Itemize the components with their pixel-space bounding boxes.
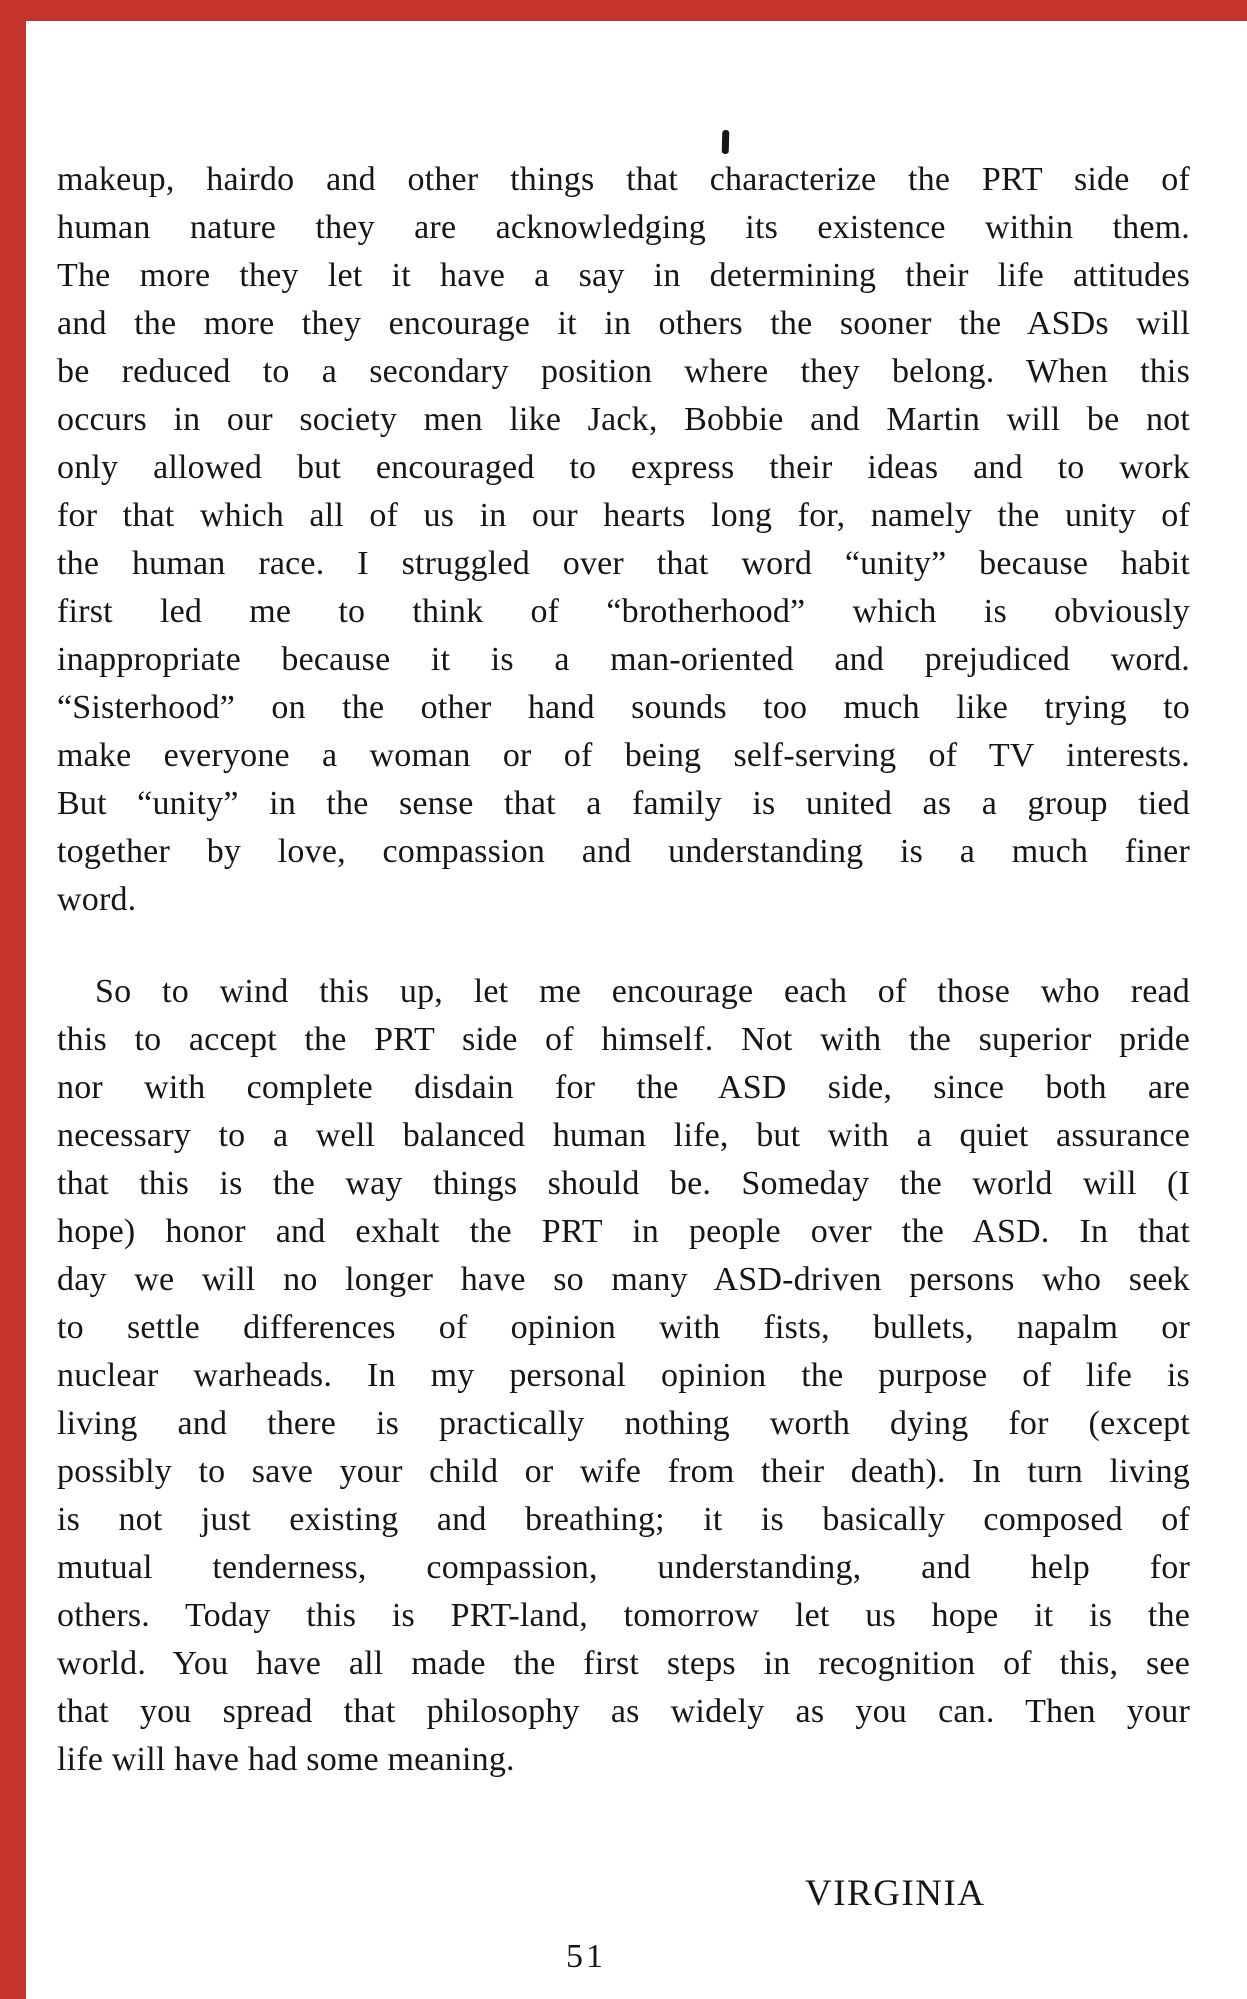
text-line: that you spread that philosophy as widely as you can. Then your bbox=[57, 1693, 1190, 1730]
text-line: nuclear warheads. In my personal opinion the purpose of life is bbox=[57, 1357, 1190, 1394]
text-line: nor with complete disdain for the ASD side, since both are bbox=[57, 1069, 1190, 1106]
page-number: 51 bbox=[566, 1938, 606, 1975]
paragraph bbox=[57, 968, 1190, 1784]
text-line: inappropriate because it is a man-oriented and prejudiced word. bbox=[57, 641, 1190, 678]
text-line: mutual tenderness, compassion, understanding, and help for bbox=[57, 1549, 1190, 1586]
text-line: life will have had some meaning. bbox=[57, 1741, 515, 1778]
text-line: only allowed but encouraged to express their ideas and to work bbox=[57, 449, 1190, 486]
text-line: and the more they encourage it in others the sooner the ASDs will bbox=[57, 305, 1190, 342]
text-line: “Sisterhood” on the other hand sounds too much like trying to bbox=[57, 689, 1190, 726]
text-line: others. Today this is PRT-land, tomorrow let us hope it is the bbox=[57, 1597, 1190, 1634]
text-line: makeup, hairdo and other things that characterize the PRT side of bbox=[57, 161, 1190, 198]
text-line: living and there is practically nothing worth dying for (except bbox=[57, 1405, 1190, 1442]
stray-ink-mark bbox=[722, 130, 730, 154]
text-line: word. bbox=[57, 881, 137, 918]
text-line: first led me to think of “brotherhood” which is obviously bbox=[57, 593, 1190, 630]
text-line: possibly to save your child or wife from their death). In turn living bbox=[57, 1453, 1190, 1490]
signature: VIRGINIA bbox=[805, 1873, 986, 1914]
text-line: that this is the way things should be. Someday the world will (I bbox=[57, 1165, 1190, 1202]
text-line: The more they let it have a say in determining their life attitudes bbox=[57, 257, 1190, 294]
text-line: together by love, compassion and understanding is a much finer bbox=[57, 833, 1190, 870]
text-line: for that which all of us in our hearts long for, namely the unity of bbox=[57, 497, 1190, 534]
text-line: world. You have all made the first steps in recognition of this, see bbox=[57, 1645, 1190, 1682]
text-line: hope) honor and exhalt the PRT in people over the ASD. In that bbox=[57, 1213, 1190, 1250]
text-line: the human race. I struggled over that word “unity” because habit bbox=[57, 545, 1190, 582]
text-line: is not just existing and breathing; it is basically composed of bbox=[57, 1501, 1190, 1538]
text-line: So to wind this up, let me encourage each of those who read bbox=[95, 973, 1190, 1010]
scan-edge-left bbox=[0, 0, 26, 1999]
scan-edge-top bbox=[0, 0, 1247, 21]
text-line: human nature they are acknowledging its existence within them. bbox=[57, 209, 1190, 246]
text-line: be reduced to a secondary position where they belong. When this bbox=[57, 353, 1190, 390]
text-line: necessary to a well balanced human life, but with a quiet assurance bbox=[57, 1117, 1190, 1154]
text-line: But “unity” in the sense that a family is united as a group tied bbox=[57, 785, 1190, 822]
text-block bbox=[57, 156, 1190, 1784]
text-line: to settle differences of opinion with fists, bullets, napalm or bbox=[57, 1309, 1190, 1346]
text-line: occurs in our society men like Jack, Bobbie and Martin will be not bbox=[57, 401, 1190, 438]
text-line: day we will no longer have so many ASD-driven persons who seek bbox=[57, 1261, 1190, 1298]
text-line: this to accept the PRT side of himself. Not with the superior pride bbox=[57, 1021, 1190, 1058]
text-line: make everyone a woman or of being self-serving of TV interests. bbox=[57, 737, 1190, 774]
paragraph bbox=[57, 156, 1190, 924]
